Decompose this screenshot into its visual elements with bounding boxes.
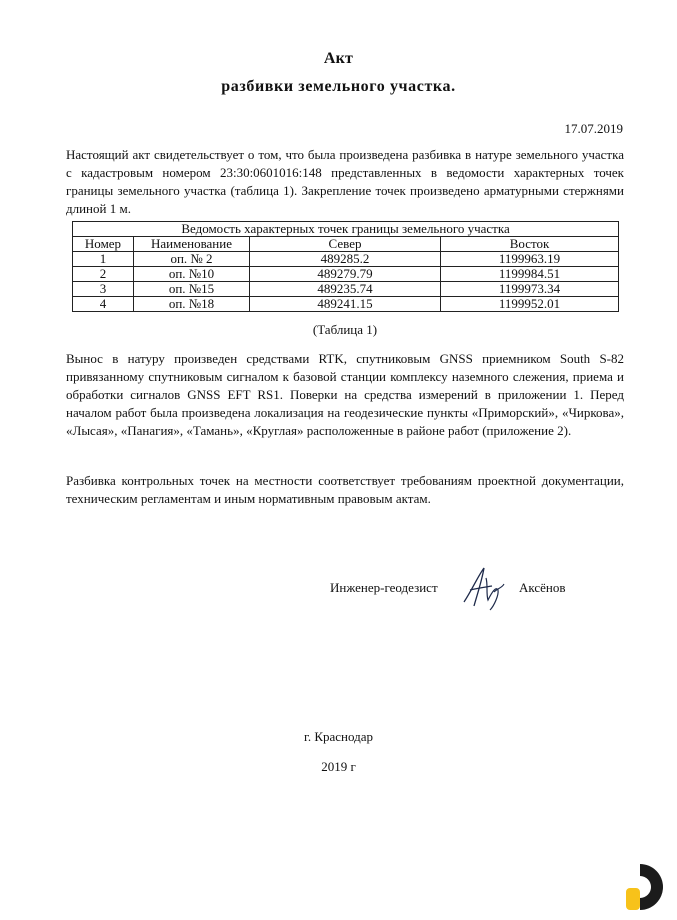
table-row: [73, 282, 619, 297]
table-cell: 489279.79: [250, 267, 441, 282]
method-paragraph: Вынос в натуру произведен средствами RTK, спутниковым GNSS приемником South S-82 привязанному спутниковым сигналом к базовой станции комплексу наземного слежения, приема и обработки сигналов GNSS EFT RS1. Поверки на средства измерений в приложении 1. Перед началом работ была произведена локализация на геодезические пункты «Приморский», «Чиркова», «Лысая», «Панагия», «Тамань», «Круглая» расположенные в районе работ (приложение 2).: [66, 351, 624, 438]
table-cell: оп. №15: [134, 282, 250, 297]
document-title: Акт: [323, 50, 354, 67]
city-label: г. Краснодар: [303, 729, 374, 744]
table-title: Ведомость характерных точек границы земельного участка: [73, 222, 619, 237]
table-cell: 2: [73, 267, 134, 282]
signer-name: Аксёнов: [519, 580, 566, 595]
table-cell: 489285.2: [250, 252, 441, 267]
year-label: 2019 г: [321, 759, 356, 774]
table-cell: 1: [73, 252, 134, 267]
table-cell: 489235.74: [250, 282, 441, 297]
brand-logo-icon: [620, 858, 672, 916]
table-cell: 1199973.34: [441, 282, 619, 297]
column-header: Восток: [441, 237, 619, 252]
table-caption: (Таблица 1): [312, 322, 378, 337]
table-cell: оп. № 2: [134, 252, 250, 267]
table-cell: оп. №18: [134, 297, 250, 312]
table-cell: 489241.15: [250, 297, 441, 312]
table-title-row: [73, 222, 619, 237]
table-row: [73, 267, 619, 282]
signer-role: Инженер-геодезист: [330, 580, 438, 595]
column-header: Север: [250, 237, 441, 252]
document-date: 17.07.2019: [564, 121, 623, 136]
document-subtitle: разбивки земельного участка.: [221, 78, 456, 95]
column-header: Номер: [73, 237, 134, 252]
table-cell: 1199952.01: [441, 297, 619, 312]
table-cell: оп. №10: [134, 267, 250, 282]
table-cell: 1199963.19: [441, 252, 619, 267]
intro-paragraph: Настоящий акт свидетельствует о том, что была произведена разбивка в натуре земельного участка с кадастровым номером 23:30:0601016:148 представленных в ведомости характерных точек границы земельного участка (таблица 1). Закрепление точек произведено арматурными стержнями длиной 1 м.: [66, 147, 624, 216]
table-row: [73, 252, 619, 267]
table-cell: 4: [73, 297, 134, 312]
table-header-row: [73, 237, 619, 252]
table-row: [73, 297, 619, 312]
handwritten-signature: [458, 562, 510, 614]
column-header: Наименование: [134, 237, 250, 252]
table-cell: 3: [73, 282, 134, 297]
points-table: [72, 221, 619, 312]
table-cell: 1199984.51: [441, 267, 619, 282]
conclusion-paragraph: Разбивка контрольных точек на местности соответствует требованиям проектной документации, техническим регламентам и иным нормативным правовым актам.: [66, 473, 624, 506]
